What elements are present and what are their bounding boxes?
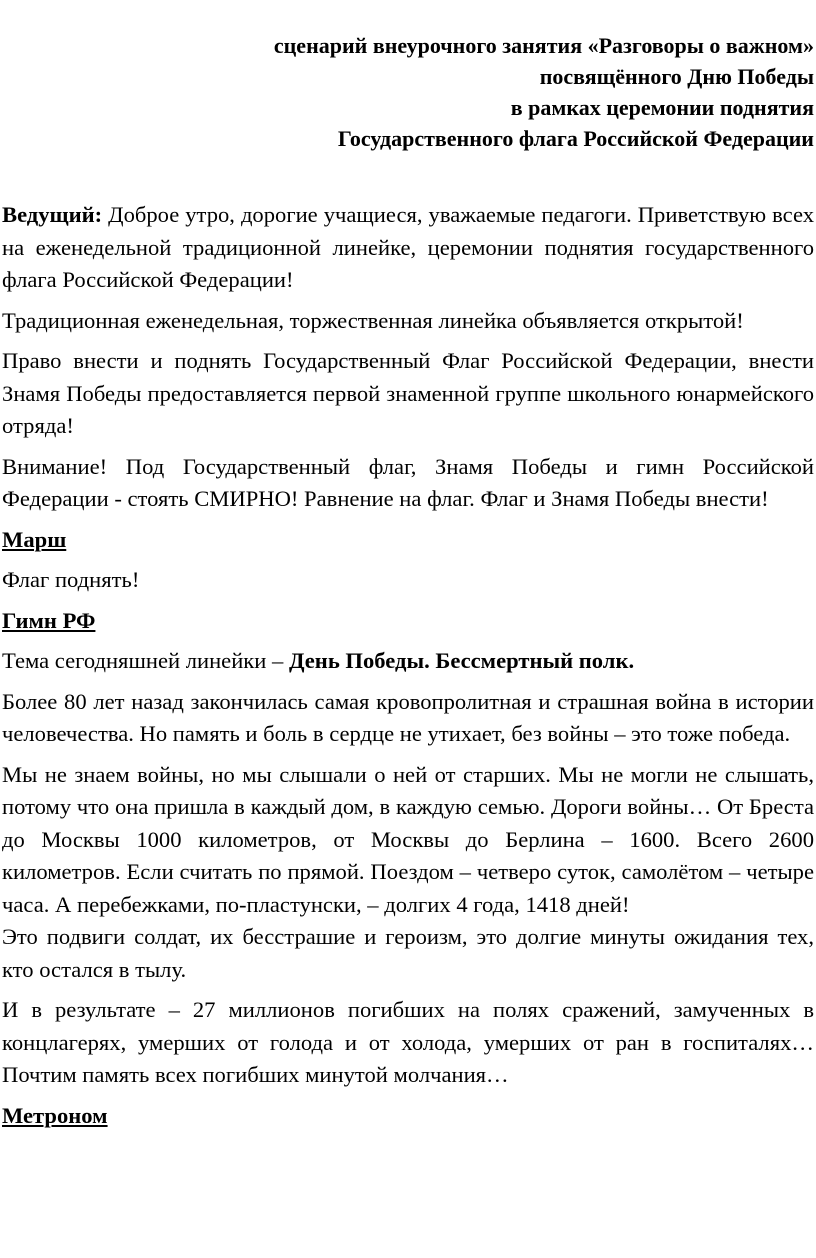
cue-anthem: Гимн РФ [2, 607, 96, 633]
topic-prefix: Тема сегодняшней линейки – [2, 648, 289, 673]
cue-metronome: Метроном [2, 1102, 108, 1128]
paragraph-war-ended: Более 80 лет назад закончилась самая кровопролитная и страшная война в истории человечества. Но память и боль в сердце не утихает, без войны – это тоже победа. [2, 688, 814, 746]
greeting-text: Доброе утро, дорогие учащиеся, уважаемые педагоги. Приветствую всех на еженедельной традиционной линейке, церемонии поднятия государственного флага Российской Федерации! [2, 202, 814, 292]
paragraph-opening: Традиционная еженедельная, торжественная линейка объявляется открытой! [2, 307, 744, 333]
header-line-4: Государственного флага Российской Федерации [337, 126, 814, 151]
speaker-label: Ведущий: [2, 202, 103, 227]
paragraph-greeting [2, 199, 814, 297]
topic-title: День Победы. Бессмертный полк. [288, 648, 635, 673]
paragraph-losses: И в результате – 27 миллионов погибших на полях сражений, замученных в концлагерях, умерших от голода и от холода, умерших от ран в госпиталях… Почтим память всех погибших минутой молчания… [2, 997, 814, 1087]
paragraph-roads-of-war: Мы не знаем войны, но мы слышали о ней от старших. Мы не могли не слышать, потому что она пришла в каждый дом, в каждую семью. Дороги войны… От Бреста до Москвы 1000 километров, от Москвы до Берлина – 1600. Всего 2600 километров. Если считать по прямой. Поездом – четверо суток, самолётом – четыре часа. А перебежками, по-пластунски, – долгих 4 года, 1418 дней! [2, 761, 814, 917]
header-line-1: сценарий внеурочного занятия «Разговоры о важном» [273, 33, 814, 58]
cue-march: Марш [2, 526, 67, 552]
paragraph-heroism: Это подвиги солдат, их бесстрашие и героизм, это долгие минуты ожидания тех, кто остался в тылу. [2, 924, 814, 982]
paragraph-flag-raise: Флаг поднять! [2, 567, 140, 592]
paragraph-flag-group: Право внести и поднять Государственный Флаг Российской Федерации, внести Знамя Победы предоставляется первой знаменной группе школьного юнармейского отряда! [2, 348, 814, 438]
header-line-3: в рамках церемонии поднятия [510, 95, 814, 120]
document-header [2, 30, 814, 154]
header-line-2: посвящённого Дню Победы [539, 64, 814, 89]
paragraph-attention: Внимание! Под Государственный флаг, Знамя Победы и гимн Российской Федерации - стоять СМИРНО! Равнение на флаг. Флаг и Знамя Победы внести! [2, 453, 814, 511]
paragraph-topic [2, 645, 814, 678]
